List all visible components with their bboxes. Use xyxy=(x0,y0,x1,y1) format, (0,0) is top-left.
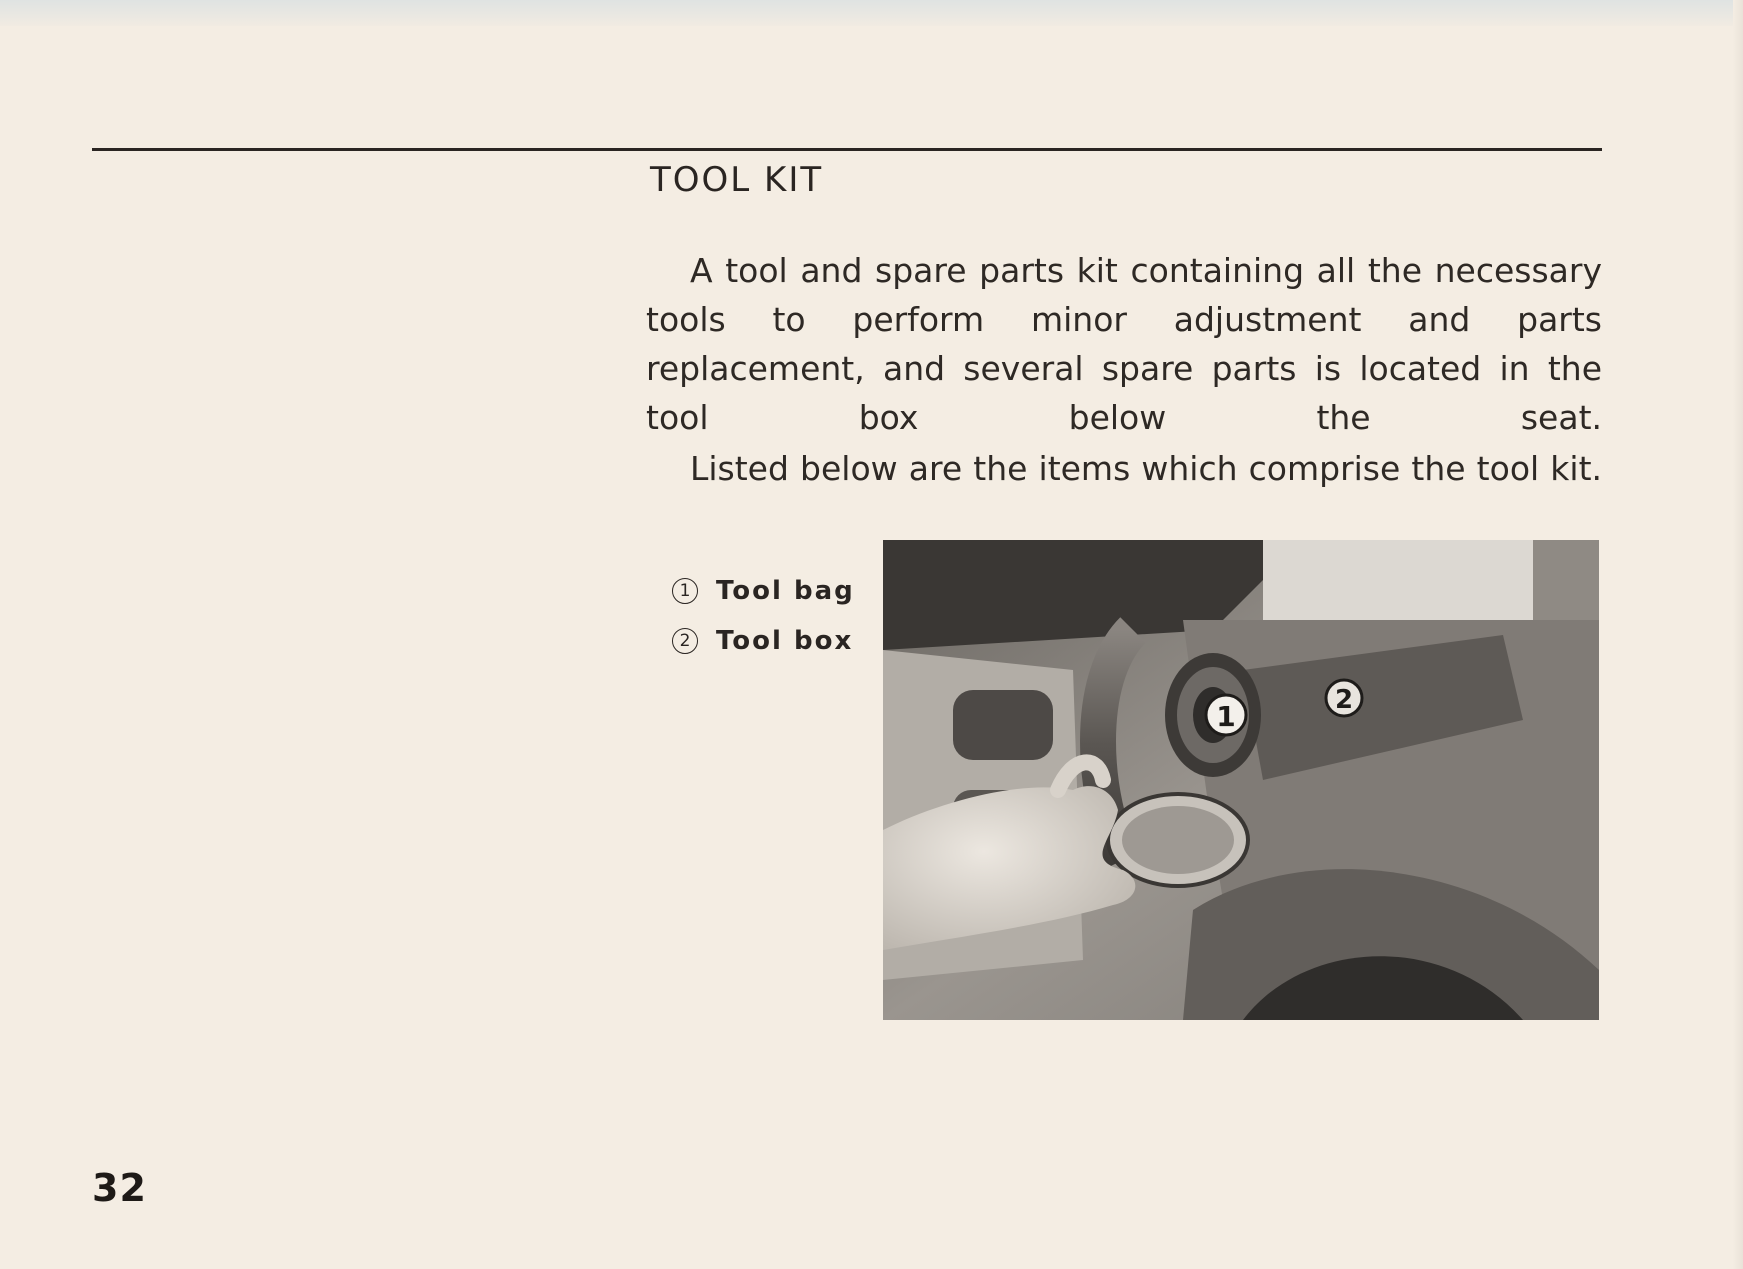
page-right-edge xyxy=(1733,0,1743,1269)
page-number: 32 xyxy=(92,1166,147,1210)
paragraph-list-intro: Listed below are the items which comprise the tool kit. xyxy=(690,449,1602,488)
svg-text:1: 1 xyxy=(1216,700,1236,733)
photo-callout-1 xyxy=(1206,695,1246,735)
tool-kit-photo xyxy=(883,540,1599,1020)
photo-callout-2 xyxy=(1326,680,1362,716)
legend-number: 1 xyxy=(672,578,698,604)
figure-legend xyxy=(672,566,855,666)
header-rule xyxy=(92,148,1602,151)
svg-text:2: 2 xyxy=(1334,685,1354,715)
paragraph-intro: A tool and spare parts kit containing all the necessary tools to perform minor adjustment and parts replacement, and several spare parts is located in the tool box below the seat. xyxy=(646,251,1602,437)
legend-item-tool-bag xyxy=(672,566,855,616)
legend-number: 2 xyxy=(672,628,698,654)
photo-illustration xyxy=(883,540,1599,1020)
legend-label: Tool box xyxy=(716,626,854,656)
legend-label: Tool bag xyxy=(716,576,855,606)
legend-item-tool-box xyxy=(672,616,855,666)
section-title: TOOL KIT xyxy=(650,160,824,200)
page-top-shadow xyxy=(0,0,1743,26)
